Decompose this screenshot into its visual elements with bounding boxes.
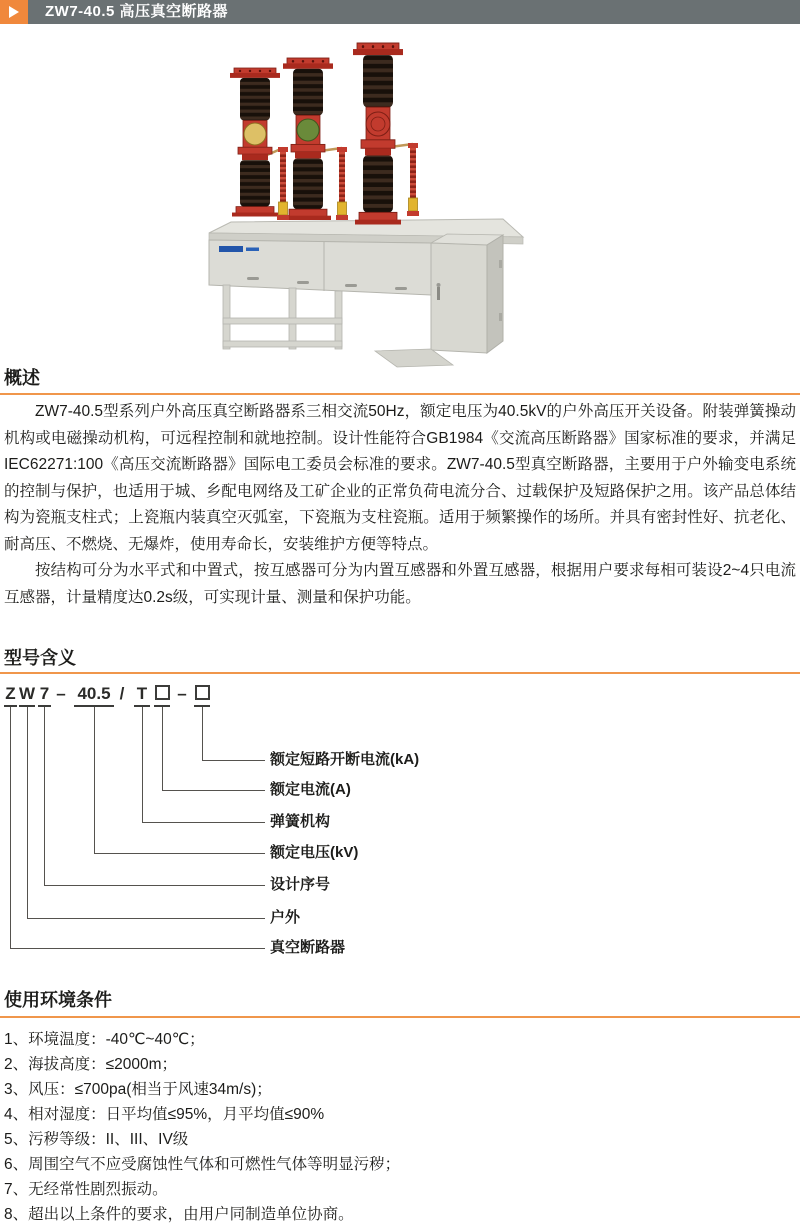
code-label-vacuum-breaker: 真空断路器 — [270, 939, 346, 956]
environment-heading: 使用环境条件 — [4, 990, 112, 1010]
product-photo-svg — [185, 35, 605, 370]
section-rule — [0, 1016, 800, 1018]
support-frame — [223, 285, 453, 367]
code-token-7: 7 — [38, 684, 51, 707]
breaker-column-middle — [283, 58, 333, 220]
env-item-negotiation: 8、超出以上条件的要求，由用户同制造单位协商。 — [4, 1206, 354, 1223]
code-token-t: T — [134, 684, 150, 707]
model-code-diagram — [4, 684, 474, 976]
code-label-breaking-current: 额定短路开断电流(kA) — [270, 751, 420, 768]
env-item-wind-pressure: 3、风压：≤700pa(相当于风速34m/s)； — [4, 1081, 272, 1098]
code-token-dash: – — [56, 684, 66, 703]
page-header-bar — [0, 0, 800, 24]
placeholder-box — [195, 685, 210, 700]
overview-body — [4, 399, 796, 611]
code-label-design-serial: 设计序号 — [270, 876, 331, 893]
env-item-pollution-level: 5、污秽等级：II、III、IV级 — [4, 1131, 189, 1148]
code-label-rated-voltage: 额定电压(kV) — [270, 844, 359, 861]
environment-list — [4, 1027, 796, 1227]
page-title: ZW7-40.5 高压真空断路器 — [45, 3, 229, 20]
env-item-temperature: 1、环境温度：-40℃~40℃； — [4, 1031, 205, 1048]
code-token-z: Z — [4, 684, 17, 707]
mechanism-cabinet — [431, 234, 503, 353]
env-item-altitude: 2、海拔高度：≤2000m； — [4, 1056, 178, 1073]
env-item-humidity: 4、相对湿度：日平均值≤95%，月平均值≤90% — [4, 1106, 325, 1123]
section-rule — [0, 393, 800, 395]
cabinet-front — [209, 240, 431, 295]
overview-heading: 概述 — [4, 368, 40, 388]
breaker-column-left — [230, 68, 280, 217]
code-token-voltage: 40.5 — [74, 684, 114, 707]
header-accent-block — [0, 0, 28, 24]
code-token-box-2 — [194, 684, 210, 707]
breaker-column-right — [353, 43, 403, 225]
code-token-w: W — [19, 684, 35, 707]
code-token-box-1 — [154, 684, 170, 707]
code-label-spring-mechanism: 弹簧机构 — [270, 813, 331, 830]
code-label-rated-current: 额定电流(A) — [270, 781, 351, 798]
model-heading: 型号含义 — [4, 648, 76, 668]
section-rule — [0, 672, 800, 674]
play-triangle-icon — [9, 6, 19, 18]
overview-paragraph-2: 按结构可分为水平式和中置式，按互感器可分为内置互感器和外置互感器，根据用户要求每相可装设2~4只电流互感器，计量精度达0.2s级，可实现计量、测量和保护功能。 — [4, 562, 796, 606]
code-label-outdoor: 户外 — [270, 909, 301, 926]
arrester-rod-middle — [336, 147, 348, 220]
arrester-rod-left — [277, 147, 289, 220]
code-token-dash-2: – — [177, 684, 187, 703]
placeholder-box — [155, 685, 170, 700]
overview-paragraph-1: ZW7-40.5型系列户外高压真空断路器系三相交流50Hz，额定电压为40.5kV的户外高压开关设备。附装弹簧操动机构或电磁操动机构，可远程控制和就地控制。设计性能符合GB1984《交流高压断路器》国家标准的要求，并满足IEC62271:100《高压交流断路器》国际电工委员会标准的要求。ZW7-40.5型真空断路器，主要用于户外输变电系统的控制与保护，也适用于城、乡配电网络及工矿企业的正常负荷电流分合、过载保护及短路保护之用。该产品总体结构为瓷瓶支柱式；上瓷瓶内装真空灭弧室，下瓷瓶为支柱瓷瓶。适用于频繁操作的场所。并具有密封性好、抗老化、耐高压、不燃烧、无爆炸，使用寿命长，安装维护方便等特点。 — [4, 403, 796, 553]
env-item-air-quality: 6、周围空气不应受腐蚀性气体和可燃性气体等明显污秽； — [4, 1156, 401, 1173]
product-image — [185, 35, 605, 370]
code-token-slash: / — [119, 684, 125, 703]
env-item-vibration: 7、无经常性剧烈振动。 — [4, 1181, 168, 1198]
arrester-rod-right — [407, 143, 419, 216]
connector-line — [202, 707, 265, 761]
